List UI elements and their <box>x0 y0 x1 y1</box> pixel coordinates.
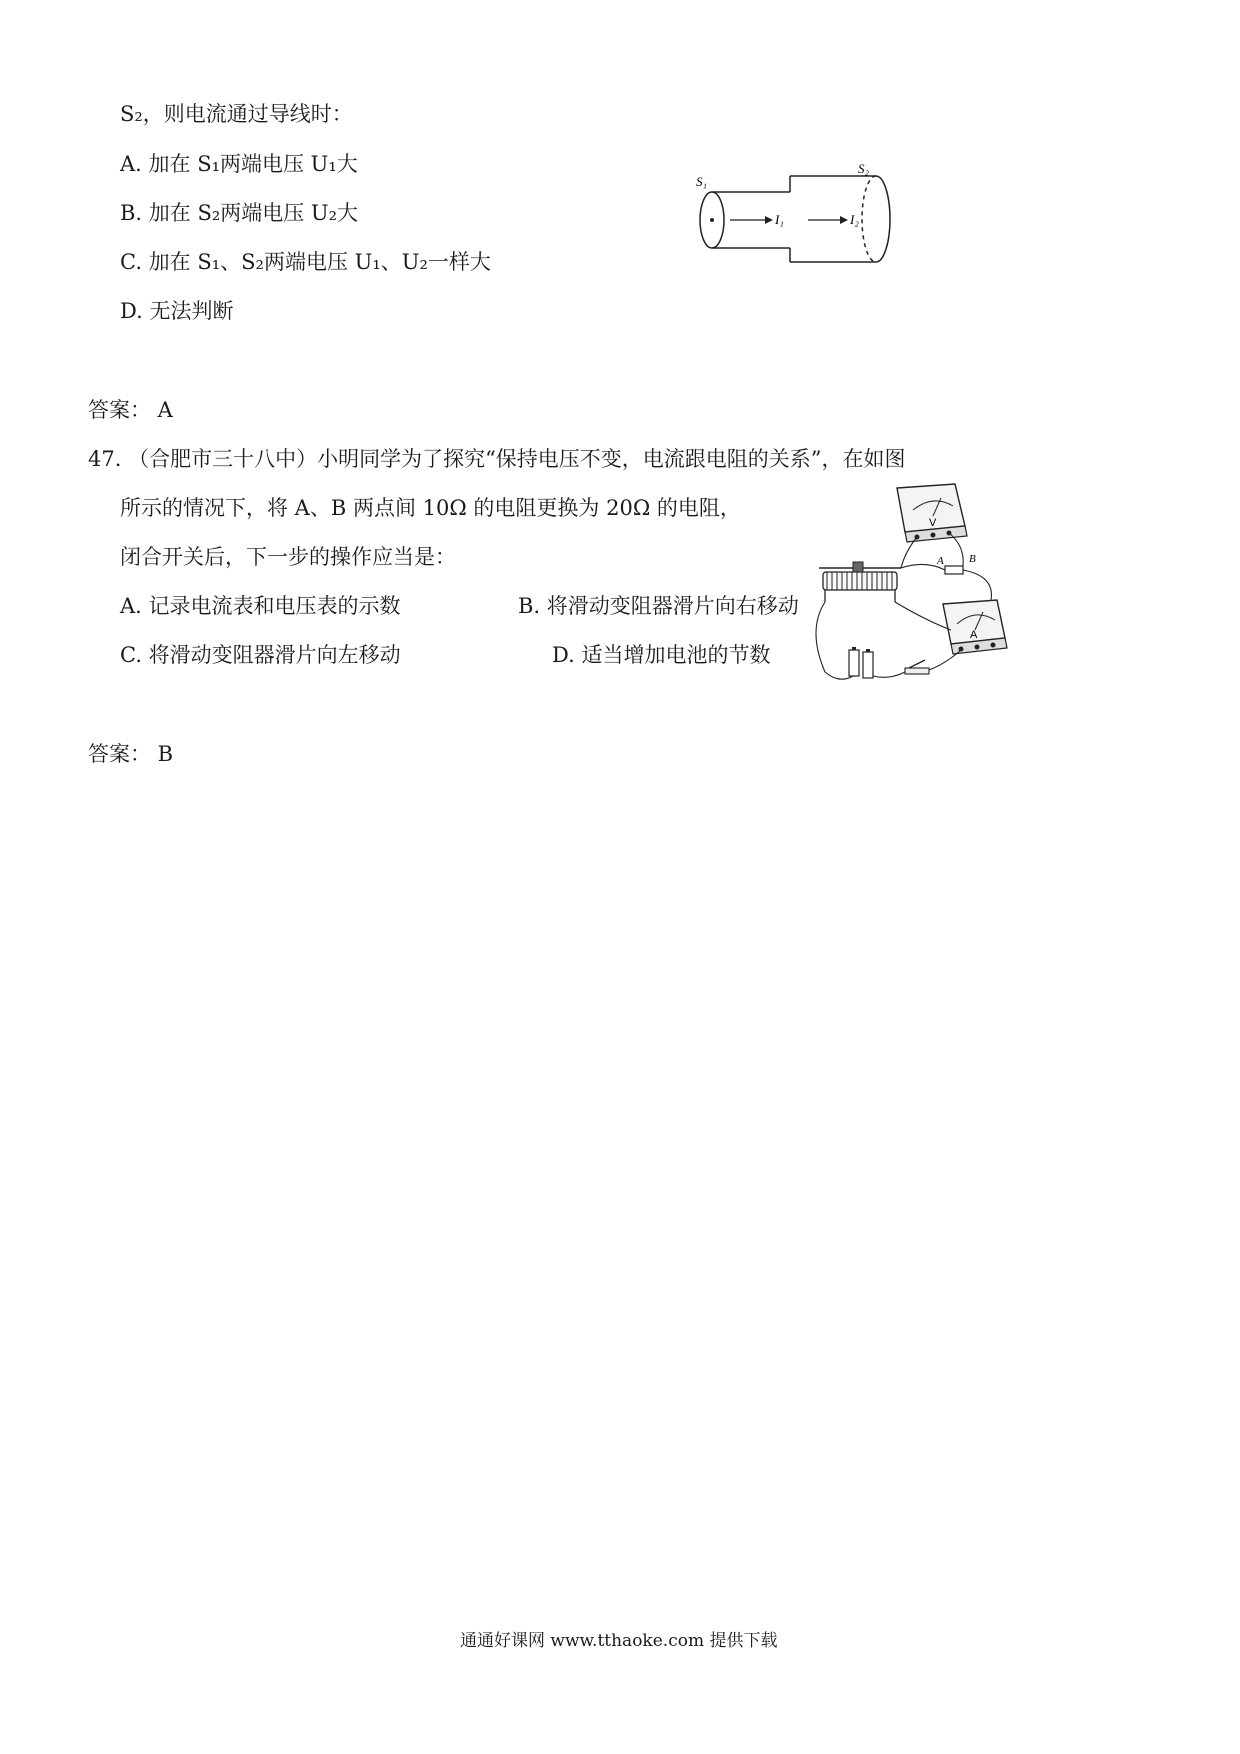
i2-label: I₂ <box>850 212 859 227</box>
q47-stem-line-1: 47. （合肥市三十八中）小明同学为了探究“保持电压不变，电流跟电阻的关系”，在如图 <box>88 447 906 471</box>
q46-option-b: B. 加在 S₂两端电压 U₂大 <box>120 201 359 225</box>
s1-label: S₁ <box>696 174 708 189</box>
conductor-cross-section-figure <box>690 160 910 270</box>
point-a-label: A <box>937 555 944 567</box>
i1-label: I₁ <box>775 212 784 227</box>
q47-option-c: C. 将滑动变阻器滑片向左移动 <box>120 643 401 667</box>
s2-label: S₂ <box>858 161 870 176</box>
voltmeter-icon <box>897 484 967 542</box>
q46-option-d: D. 无法判断 <box>120 299 234 323</box>
page-footer: 通通好课网 www.tthaoke.com 提供下载 <box>460 1631 778 1651</box>
ammeter-icon <box>943 600 1007 654</box>
switch-icon <box>905 660 929 674</box>
q46-stem: S₂，则电流通过导线时： <box>120 102 353 126</box>
q47-option-a: A. 记录电流表和电压表的示数 <box>120 594 401 618</box>
q46-option-c: C. 加在 S₁、S₂两端电压 U₁、U₂一样大 <box>120 250 491 274</box>
circuit-apparatus-figure <box>805 480 1015 685</box>
q47-stem-line-2: 所示的情况下，将 A、B 两点间 10Ω 的电阻更换为 20Ω 的电阻， <box>120 496 741 520</box>
voltmeter-label: V <box>929 517 937 529</box>
q47-answer: 答案： B <box>88 742 174 766</box>
q47-stem-line-3: 闭合开关后，下一步的操作应当是： <box>120 545 456 569</box>
q47-option-d: D. 适当增加电池的节数 <box>552 643 771 667</box>
q46-answer: 答案： A <box>88 398 173 422</box>
q47-option-b: B. 将滑动变阻器滑片向右移动 <box>518 594 799 618</box>
ammeter-label: A <box>970 629 978 641</box>
battery-icon <box>849 647 873 678</box>
q46-option-a: A. 加在 S₁两端电压 U₁大 <box>120 152 358 176</box>
point-b-label: B <box>969 553 976 565</box>
rheostat-icon <box>819 562 901 602</box>
